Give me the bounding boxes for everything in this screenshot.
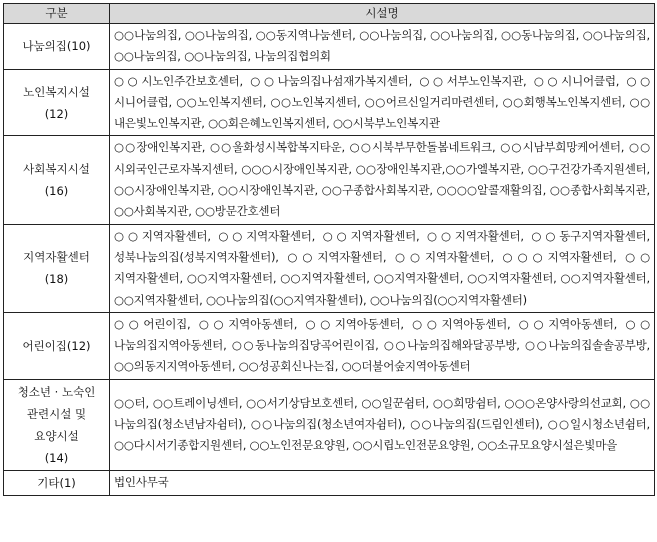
facilities-cell: ○○시노인주간보호센터, ○○나눔의집나섬재가복지센터, ○○서부노인복지관, ○○시니어클럽, ○○시니어클럽, ○○노인복지센터, ○○노인복지센터, ○○어르신일거리마련센터, ○○회행복노인복지센터, ○○내은빛노인복지관, ○○회은혜노인복지센터, ○○시북부노인복지관: [110, 69, 655, 136]
table-row: [4, 69, 655, 136]
table-row: [4, 224, 655, 312]
category-cell: 기타(1): [4, 470, 110, 495]
category-cell: 지역자활센터 (18): [4, 224, 110, 312]
category-cell: 청소년 · 노숙인 관련시설 및 요양시설 (14): [4, 379, 110, 470]
table-row: [4, 379, 655, 470]
table-header-row: [4, 4, 655, 24]
category-cell: 어린이집(12): [4, 312, 110, 379]
table-row: [4, 24, 655, 70]
category-cell: 노인복지시설 (12): [4, 69, 110, 136]
category-cell: 사회복지시설 (16): [4, 136, 110, 224]
table-row: [4, 470, 655, 495]
header-facilities: 시설명: [110, 4, 655, 24]
facilities-cell: ○○터, ○○트레이닝센터, ○○서기상담보호센터, ○○일꾼쉼터, ○○희망쉼터, ○○○온양사랑의선교회, ○○나눔의집(청소년남자쉼터), ○○나눔의집(청소년여자쉼터), ○○나눔의집(드림인센터), ○○일시청소년쉼터, ○○다시서기종합지원센터, ○○노인전문요양원, ○○시립노인전문요양원, ○○소규모요양시설은빛마을: [110, 379, 655, 470]
facilities-cell: 법인사무국: [110, 470, 655, 495]
header-category: 구분: [4, 4, 110, 24]
table-row: [4, 312, 655, 379]
category-cell: 나눔의집(10): [4, 24, 110, 70]
facility-table: [3, 3, 655, 496]
facilities-cell: ○○나눔의집, ○○나눔의집, ○○동지역나눔센터, ○○나눔의집, ○○나눔의집, ○○동나눔의집, ○○나눔의집, ○○나눔의집, ○○나눔의집, 나눔의집협의회: [110, 24, 655, 70]
facilities-cell: ○○장애인복지관, ○○울화성시복합복지타운, ○○시북부무한돌봄네트워크, ○○시남부희망케어센터, ○○시외국인근로자복지센터, ○○○시장애인복지관, ○○장애인복지관,○○가엘복지관, ○○구건강가족지원센터, ○○시장애인복지관, ○○시장애인복지관, ○○구종합사회복지관, ○○○○알콜재활의집, ○○종합사회복지관, ○○사회복지관, ○○방문간호센터: [110, 136, 655, 224]
facilities-cell: ○○어린이집, ○○지역아동센터, ○○지역아동센터, ○○지역아동센터, ○○지역아동센터, ○○나눔의집지역아동센터, ○○동나눔의집당곡어린이집, ○○나눔의집해와달공부방, ○○나눔의집솔솔공부방, ○○의동지지역아동센터, ○○성공회신나는집, ○○더불어숲지역아동센터: [110, 312, 655, 379]
table-row: [4, 136, 655, 224]
facilities-cell: ○○지역자활센터, ○○지역자활센터, ○○지역자활센터, ○○지역자활센터, ○○동구지역자활센터, 성북나눔의집(성북지역자활센터), ○○지역자활센터, ○○지역자활센터, ○○○지역자활센터, ○○지역자활센터, ○○지역자활센터, ○○지역자활센터, ○○지역자활센터, ○○지역자활센터, ○○지역자활센터, ○○지역자활센터, ○○나눔의집(○○지역자활센터), ○○나눔의집(○○지역자활센터): [110, 224, 655, 312]
